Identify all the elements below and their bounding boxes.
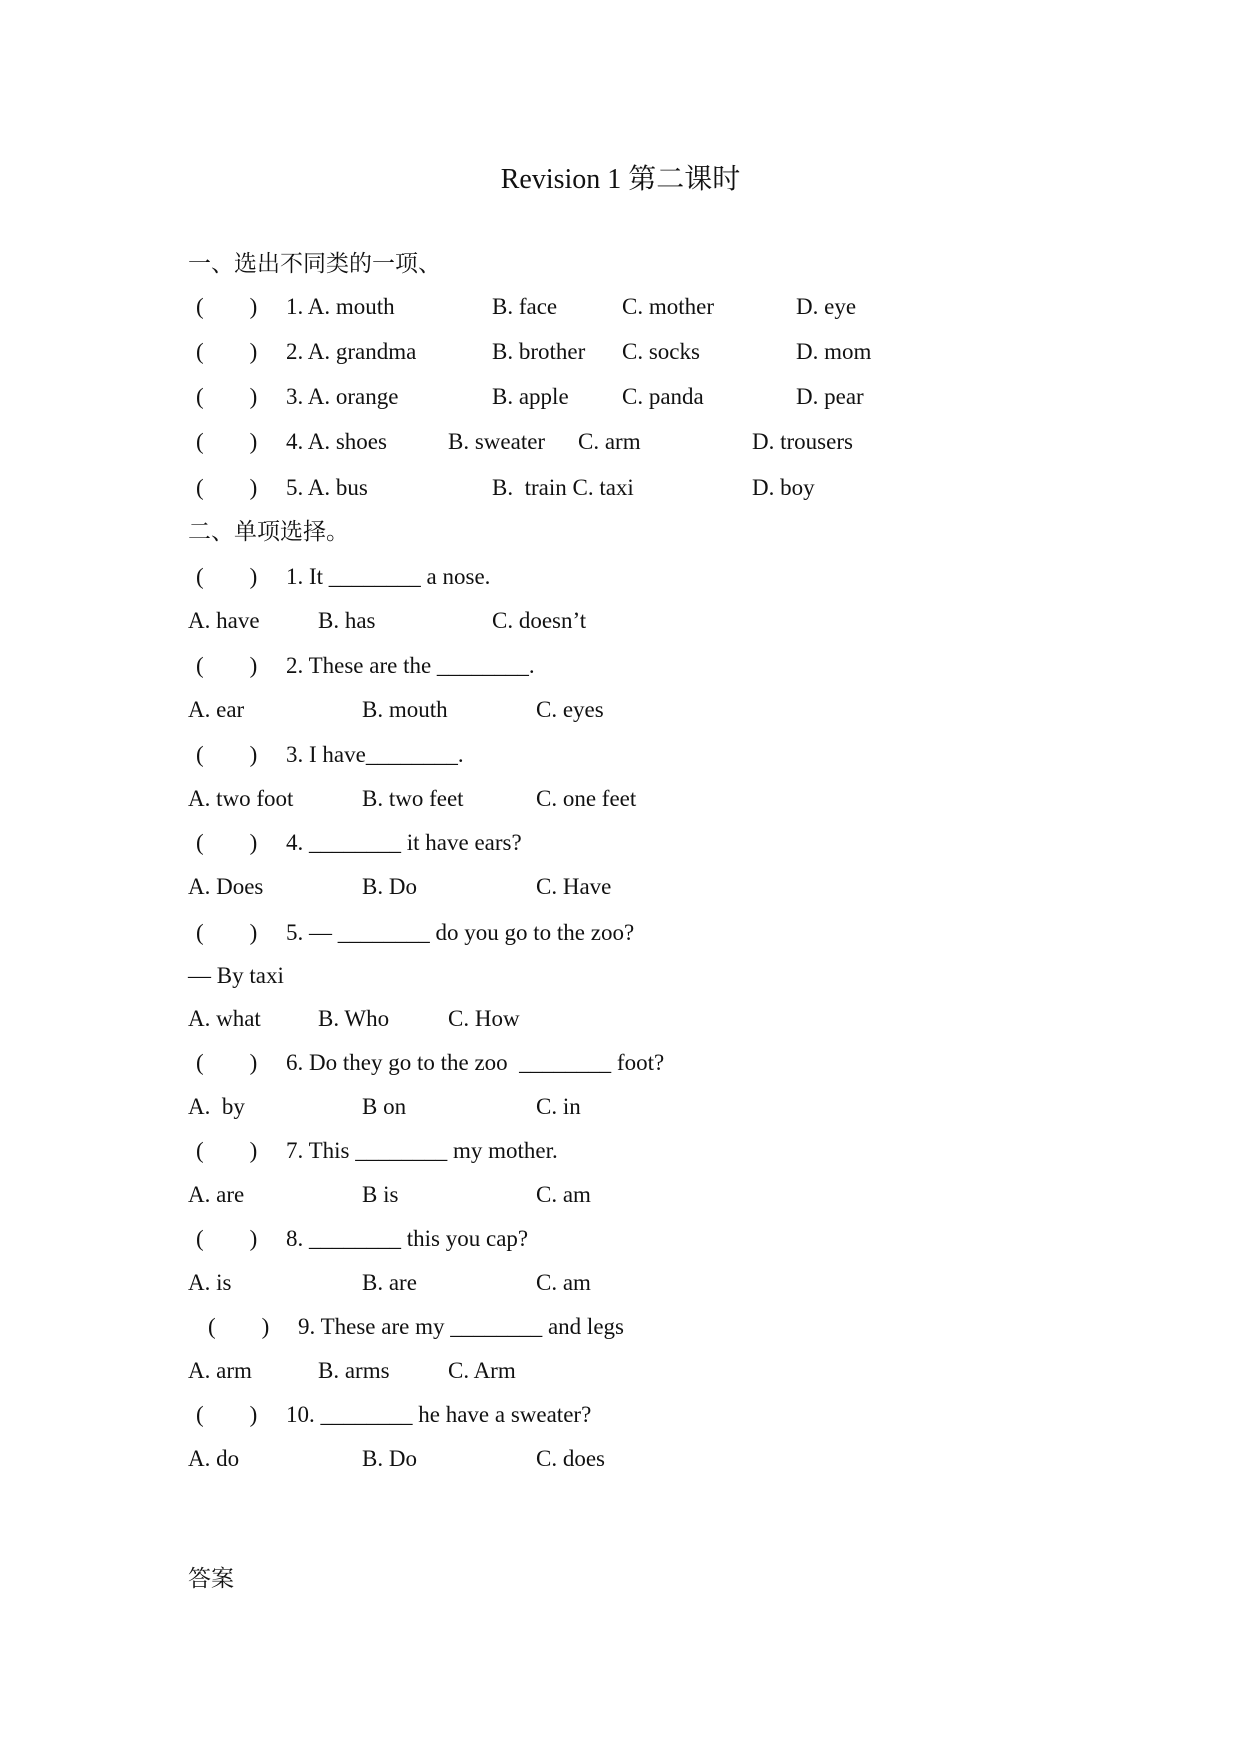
option-b: B. mouth — [362, 697, 448, 722]
option-d: D. pear — [796, 384, 864, 409]
option-c: C. Have — [536, 874, 612, 899]
option-c: C. eyes — [536, 697, 604, 722]
option-c: C. How — [448, 1006, 520, 1031]
answer-blank: ( ) — [196, 653, 258, 678]
option-c: C. one feet — [536, 786, 637, 811]
option-a: A. Does — [188, 874, 264, 899]
question-text: 3. I have________. — [286, 742, 464, 767]
answer-blank: ( ) — [196, 294, 258, 319]
question-text: 1. It ________ a nose. — [286, 564, 491, 589]
option-c: C. doesn’t — [492, 608, 587, 633]
option-a: 1. A. mouth — [286, 294, 395, 319]
option-c: C. mother — [622, 294, 714, 319]
option-c: C. arm — [578, 429, 641, 454]
option-c: C. does — [536, 1446, 605, 1471]
answer-blank: ( ) — [196, 475, 258, 500]
section2-heading: 二、单项选择。 — [188, 519, 349, 544]
option-a: 3. A. orange — [286, 384, 399, 409]
question-text: 8. ________ this you cap? — [286, 1226, 529, 1251]
answer-blank: ( ) — [196, 1402, 258, 1427]
option-a: A. what — [188, 1006, 261, 1031]
question-text: 4. ________ it have ears? — [286, 830, 522, 855]
option-b: B. apple — [492, 384, 569, 409]
option-c: C. socks — [622, 339, 700, 364]
question-text: 5. — ________ do you go to the zoo? — [286, 920, 635, 945]
answer-blank: ( ) — [196, 384, 258, 409]
option-b: B. brother — [492, 339, 586, 364]
option-a: A. arm — [188, 1358, 252, 1383]
question-text: 10. ________ he have a sweater? — [286, 1402, 592, 1427]
option-c: C. am — [536, 1270, 591, 1295]
answer-blank: ( ) — [208, 1314, 270, 1339]
option-a: A. by — [188, 1094, 245, 1119]
option-b: B. Do — [362, 874, 417, 899]
option-d: D. mom — [796, 339, 872, 364]
option-a: A. two foot — [188, 786, 294, 811]
option-d: D. boy — [752, 475, 815, 500]
option-b: B. are — [362, 1270, 417, 1295]
answer-label: 答案 — [188, 1566, 234, 1591]
response-text: — By taxi — [188, 963, 284, 988]
option-a: A. is — [188, 1270, 232, 1295]
option-a: A. ear — [188, 697, 245, 722]
answer-blank: ( ) — [196, 742, 258, 767]
page-title: Revision 1 第二课时 — [500, 164, 741, 195]
option-b: B. arms — [318, 1358, 390, 1383]
option-c: C. in — [536, 1094, 581, 1119]
option-b: B on — [362, 1094, 407, 1119]
option-a: 5. A. bus — [286, 475, 368, 500]
option-c: C. panda — [622, 384, 704, 409]
answer-blank: ( ) — [196, 1226, 258, 1251]
option-c: C. Arm — [448, 1358, 516, 1383]
answer-blank: ( ) — [196, 920, 258, 945]
question-text: 7. This ________ my mother. — [286, 1138, 558, 1163]
option-a: 2. A. grandma — [286, 339, 417, 364]
option-b: B. face — [492, 294, 558, 319]
option-b: B. two feet — [362, 786, 464, 811]
answer-blank: ( ) — [196, 830, 258, 855]
question-text: 9. These are my ________ and legs — [298, 1314, 624, 1339]
option-b: B. sweater — [448, 429, 546, 454]
answer-blank: ( ) — [196, 429, 258, 454]
option-b: B. has — [318, 608, 376, 633]
option-b: B. train C. taxi — [492, 475, 634, 500]
option-c: C. am — [536, 1182, 591, 1207]
option-b: B. Do — [362, 1446, 417, 1471]
question-text: 6. Do they go to the zoo ________ foot? — [286, 1050, 665, 1075]
answer-blank: ( ) — [196, 564, 258, 589]
option-a: A. are — [188, 1182, 245, 1207]
question-text: 2. These are the ________. — [286, 653, 535, 678]
option-d: D. eye — [796, 294, 857, 319]
answer-blank: ( ) — [196, 339, 258, 364]
option-a: 4. A. shoes — [286, 429, 387, 454]
option-a: A. do — [188, 1446, 240, 1471]
option-b: B. Who — [318, 1006, 390, 1031]
option-b: B is — [362, 1182, 399, 1207]
answer-blank: ( ) — [196, 1138, 258, 1163]
answer-blank: ( ) — [196, 1050, 258, 1075]
option-d: D. trousers — [752, 429, 853, 454]
section1-heading: 一、选出不同类的一项、 — [188, 251, 441, 276]
option-a: A. have — [188, 608, 260, 633]
